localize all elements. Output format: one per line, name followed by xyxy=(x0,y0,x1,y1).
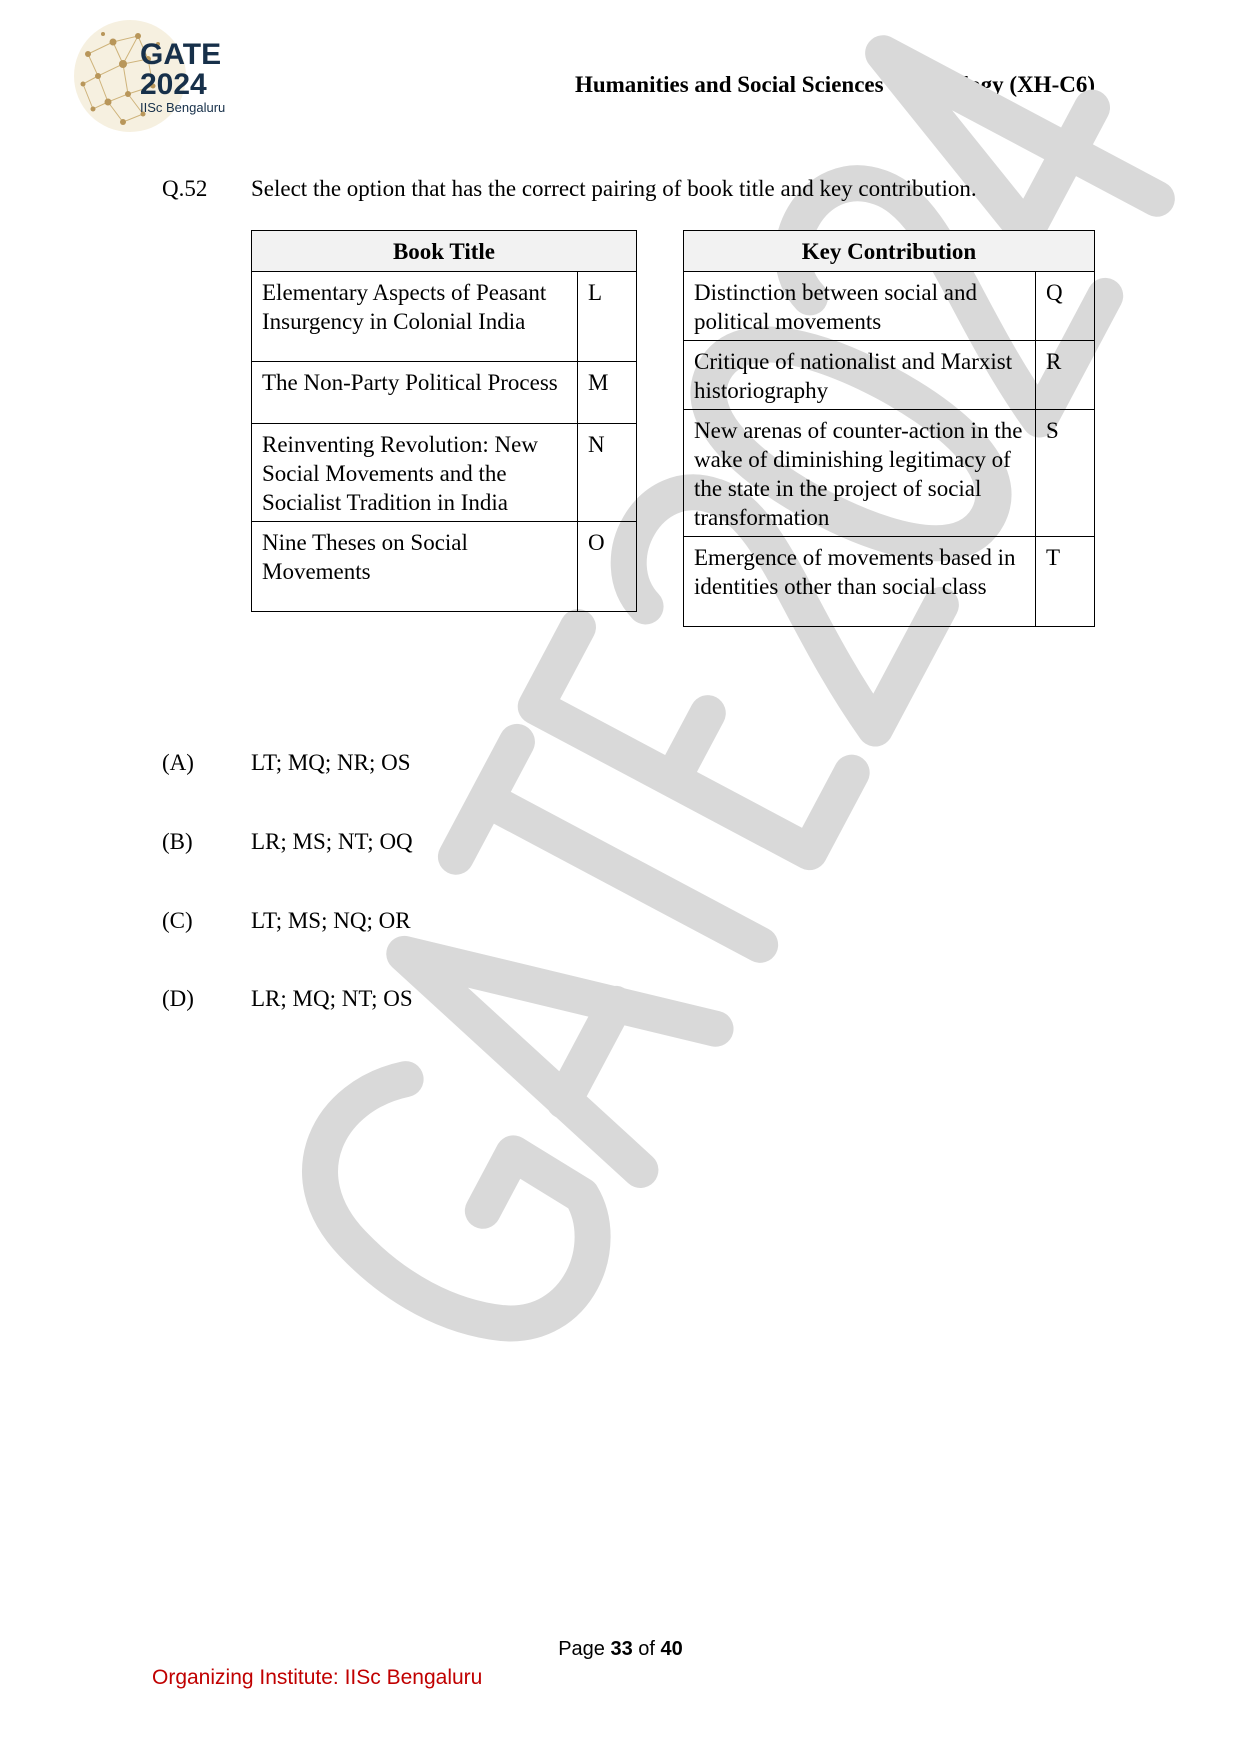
option-b-text: LR; MS; NT; OQ xyxy=(251,829,413,854)
key-contribution-header: Key Contribution xyxy=(684,231,1095,272)
book-code-cell: M xyxy=(578,362,637,424)
contribution-code-cell: T xyxy=(1036,537,1095,627)
book-title-cell: Elementary Aspects of Peasant Insurgency in Colonial India xyxy=(252,272,578,362)
question-number: Q.52 xyxy=(162,176,208,201)
table-row xyxy=(252,424,637,522)
contribution-code-cell: Q xyxy=(1036,272,1095,341)
option-b-label: (B) xyxy=(162,829,193,854)
book-title-cell: Reinventing Revolution: New Social Movements and the Socialist Tradition in India xyxy=(252,424,578,522)
book-title-table xyxy=(251,230,637,612)
option-a-label: (A) xyxy=(162,750,194,775)
option-d-text: LR; MQ; NT; OS xyxy=(251,986,413,1011)
book-code-cell: N xyxy=(578,424,637,522)
book-title-cell: Nine Theses on Social Movements xyxy=(252,522,578,612)
page-prefix: Page xyxy=(558,1638,605,1660)
page-current: 33 xyxy=(610,1638,633,1660)
logo-institute-text: IISc Bengaluru xyxy=(140,100,226,115)
organizing-institute: Organizing Institute: IISc Bengaluru xyxy=(152,1666,483,1689)
logo-gate-text: GATE xyxy=(140,38,222,71)
logo-year-text: 2024 xyxy=(140,68,207,101)
book-title-header: Book Title xyxy=(252,231,637,272)
paper-title: Humanities and Social Sciences -- Sociology (XH-C6) xyxy=(574,72,1095,97)
table-row xyxy=(684,341,1095,410)
page-of: of xyxy=(638,1638,655,1660)
table-row xyxy=(252,362,637,424)
option-a-text: LT; MQ; NR; OS xyxy=(251,750,411,775)
key-contribution-table xyxy=(683,230,1095,627)
gate-logo xyxy=(68,14,238,136)
page-total: 40 xyxy=(660,1638,683,1660)
page-number xyxy=(0,1638,1241,1661)
contribution-cell: Critique of nationalist and Marxist historiography xyxy=(684,341,1036,410)
contribution-cell: Emergence of movements based in identities other than social class xyxy=(684,537,1036,627)
option-d-label: (D) xyxy=(162,986,194,1011)
question-text: Select the option that has the correct pairing of book title and key contribution. xyxy=(251,176,977,201)
book-code-cell: O xyxy=(578,522,637,612)
table-row xyxy=(684,272,1095,341)
option-c-label: (C) xyxy=(162,908,193,933)
table-row xyxy=(252,522,637,612)
contribution-code-cell: S xyxy=(1036,410,1095,537)
table-row xyxy=(252,272,637,362)
contribution-cell: Distinction between social and political movements xyxy=(684,272,1036,341)
option-c-text: LT; MS; NQ; OR xyxy=(251,908,411,933)
book-code-cell: L xyxy=(578,272,637,362)
contribution-code-cell: R xyxy=(1036,341,1095,410)
contribution-cell: New arenas of counter-action in the wake of diminishing legitimacy of the state in the project of social transformation xyxy=(684,410,1036,537)
table-row xyxy=(684,410,1095,537)
watermark-glyphs xyxy=(266,9,1181,1360)
table-row xyxy=(684,537,1095,627)
book-title-cell: The Non-Party Political Process xyxy=(252,362,578,424)
